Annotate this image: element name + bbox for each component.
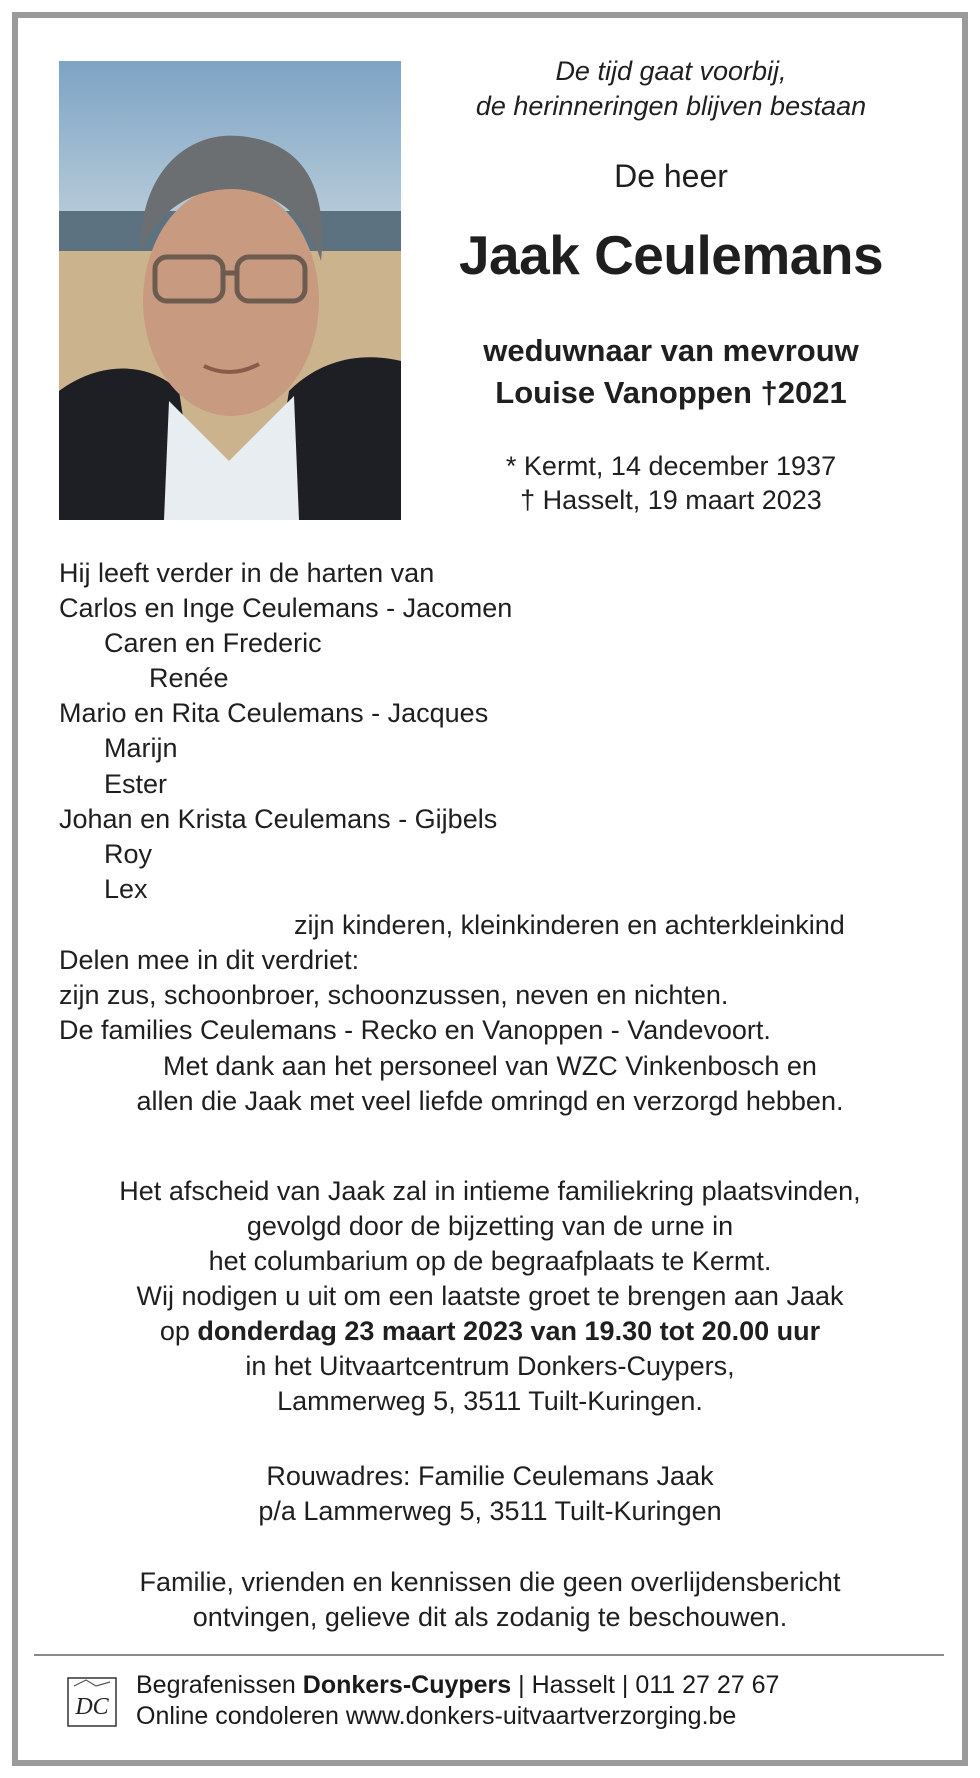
ceremony-text: Het afscheid van Jaak zal in intieme familiekring plaatsvinden, gevolgd door de bijzetting van de urne in het columbarium op de begraafplaats te Kermt. Wij nodigen u uit om een laatste groet te brengen aan Jaak op donderdag 23 maart 2023 van 19.30 tot 20.00 uur in het Uitvaartcentrum Donkers-Cuypers, Lammerweg 5, 3511 Tuilt-Kuringen. (36, 1174, 944, 1419)
family-line: Hij leeft verder in de harten van (59, 558, 435, 588)
portrait-photo (59, 61, 401, 520)
family-line: zijn zus, schoonbroer, schoonzussen, neven en nichten. (59, 980, 729, 1010)
family-summary: zijn kinderen, kleinkinderen en achterkleinkind (294, 910, 845, 940)
svg-text:DC: DC (75, 1694, 109, 1720)
memorial-quote: De tijd gaat voorbij, de herinneringen blijven bestaan (475, 56, 867, 121)
family-line: Delen mee in dit verdriet: (59, 945, 360, 975)
family-line: Ester (104, 769, 168, 799)
birth-date: * Kermt, 14 december 1937 (505, 451, 837, 481)
family-line: Mario en Rita Ceulemans - Jacques (59, 698, 489, 728)
family-line: Roy (104, 839, 153, 869)
life-dates (420, 449, 922, 517)
funeral-home-logo-icon (66, 1676, 118, 1728)
family-line: Renée (149, 663, 229, 693)
family-line: De families Ceulemans - Recko en Vanoppen - Vandevoort. (59, 1015, 771, 1045)
notice-text: Familie, vrienden en kennissen die geen overlijdensbericht ontvingen, gelieve dit als zodanig te beschouwen. (139, 1567, 841, 1632)
family-line: Marijn (104, 733, 178, 763)
funeral-home-info: Begrafenissen Donkers-Cuypers | Hasselt | 011 27 27 67 (136, 1671, 780, 1699)
footer-divider (34, 1654, 944, 1656)
visitation-date: op donderdag 23 maart 2023 van 19.30 tot 20.00 uur (159, 1316, 821, 1346)
online-condolence-link[interactable]: Online condoleren www.donkers-uitvaartverzorging.be (136, 1702, 737, 1730)
death-date: † Hasselt, 19 maart 2023 (520, 485, 822, 515)
deceased-name: Jaak Ceulemans (458, 224, 884, 286)
family-line: Caren en Frederic (104, 628, 322, 658)
thanks-text: Met dank aan het personeel van WZC Vinkenbosch en allen die Jaak met veel liefde omringd en verzorgd hebben. (136, 1051, 844, 1116)
family-line: Johan en Krista Ceulemans - Gijbels (59, 804, 498, 834)
spouse-info: weduwnaar van mevrouw Louise Vanoppen †2021 (483, 333, 859, 410)
mourning-address: Rouwadres: Familie Ceulemans Jaak p/a Lammerweg 5, 3511 Tuilt-Kuringen (258, 1461, 722, 1526)
family-line: Lex (104, 874, 148, 904)
honorific: De heer (614, 158, 728, 194)
family-line: Carlos en Inge Ceulemans - Jacomen (59, 593, 513, 623)
